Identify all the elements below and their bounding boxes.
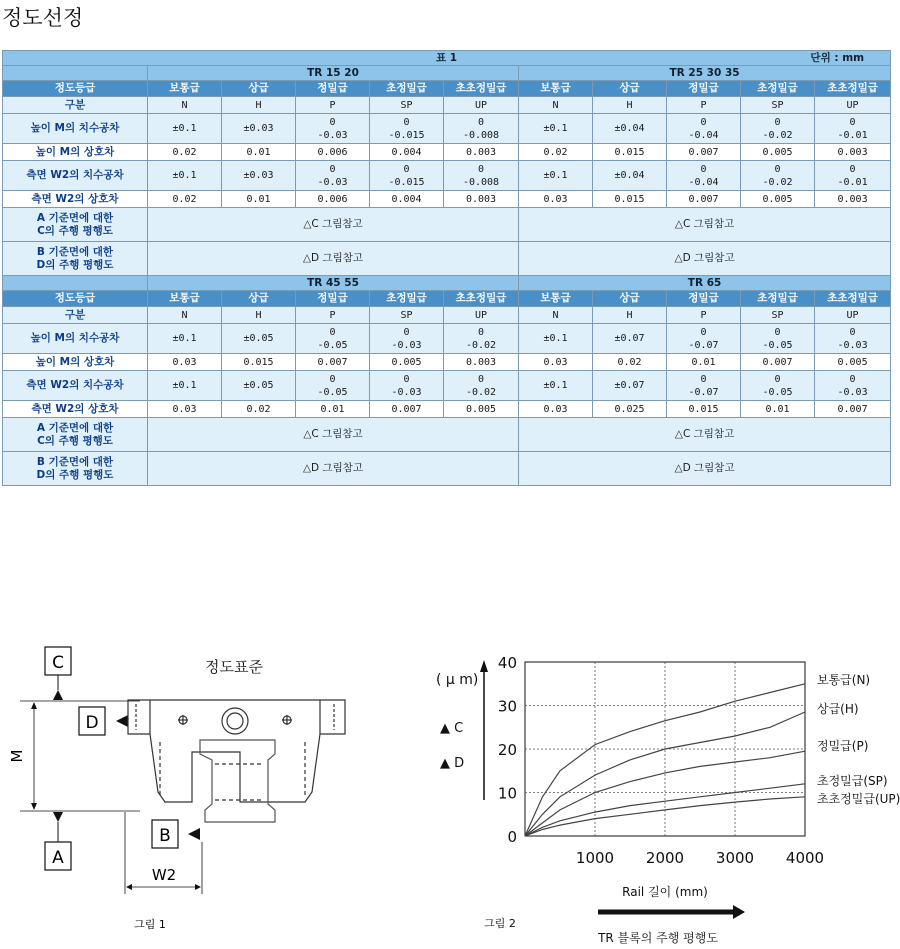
- tolerance-value: ±0.1: [148, 161, 222, 191]
- y-tick-label: 20: [497, 741, 517, 759]
- tolerance-value: 0.005: [815, 354, 891, 371]
- tolerance-value: 0 -0.03: [296, 161, 370, 191]
- tolerance-value: 0.01: [222, 144, 296, 161]
- parallelism-left-value: △C 그림참고: [148, 418, 519, 452]
- figure-2-chart: [400, 640, 900, 949]
- grade-row: [3, 81, 891, 97]
- tolerance-value: ±0.1: [148, 371, 222, 401]
- dim-w2-label: W2: [151, 866, 177, 884]
- tolerance-row-label: 높이 M의 상호차: [3, 144, 148, 161]
- tolerance-value: 0 -0.05: [741, 371, 815, 401]
- tolerance-value: 0.03: [148, 401, 222, 418]
- grade-code: SP: [370, 307, 444, 324]
- tolerance-value: 0.015: [593, 191, 667, 208]
- tolerance-row: [3, 401, 891, 418]
- chart-series-labels: [817, 673, 900, 806]
- y-tick-label: 30: [497, 697, 517, 716]
- tolerance-value: 0 -0.04: [667, 114, 741, 144]
- parallelism-right-value: △D 그림참고: [519, 242, 891, 276]
- tolerance-value: ±0.1: [519, 161, 593, 191]
- class-header-label: 구분: [3, 97, 148, 114]
- parallelism-row: [3, 418, 891, 452]
- tolerance-row: [3, 114, 891, 144]
- x-tick-labels: [576, 849, 824, 867]
- tolerance-value: ±0.1: [519, 324, 593, 354]
- grade-label: 초초정밀급: [815, 291, 891, 307]
- tolerance-value: ±0.05: [222, 371, 296, 401]
- grade-label: 초초정밀급: [444, 291, 519, 307]
- tolerance-value: 0 -0.01: [815, 161, 891, 191]
- series-label: 정밀급(P): [817, 739, 869, 753]
- parallelism-row: [3, 242, 891, 276]
- tolerance-value: 0.03: [519, 401, 593, 418]
- tolerance-value: 0.03: [519, 191, 593, 208]
- y-tick-label: 10: [497, 784, 517, 803]
- tolerance-value: 0.005: [741, 144, 815, 161]
- tolerance-row: [3, 144, 891, 161]
- code-row: [3, 97, 891, 114]
- y-tick-label: 0: [507, 828, 517, 846]
- tolerance-row-label: 측면 W2의 상호차: [3, 401, 148, 418]
- tolerance-value: 0.03: [519, 354, 593, 371]
- x-tick-label: 2000: [645, 849, 685, 867]
- tolerance-value: 0.007: [667, 144, 741, 161]
- tolerance-row-label: 높이 M의 상호차: [3, 354, 148, 371]
- tolerance-value: 0.007: [296, 354, 370, 371]
- tolerance-row: [3, 191, 891, 208]
- grade-code: SP: [370, 97, 444, 114]
- parallelism-left-value: △C 그림참고: [148, 208, 519, 242]
- tolerance-value: ±0.04: [593, 161, 667, 191]
- series-left-label: TR 15 20: [148, 66, 519, 81]
- tolerance-value: 0 -0.015: [370, 161, 444, 191]
- grade-label: 보통급: [519, 81, 593, 97]
- grade-label: 초정밀급: [370, 81, 444, 97]
- x-tick-label: 1000: [575, 849, 615, 867]
- tolerance-value: 0 -0.02: [741, 114, 815, 144]
- y-tick-label: 40: [497, 654, 517, 672]
- tolerance-value: ±0.1: [519, 371, 593, 401]
- tolerance-value: 0.004: [370, 144, 444, 161]
- grade-code: P: [296, 307, 370, 324]
- grade-code: UP: [815, 97, 891, 114]
- label-d: D: [85, 713, 99, 733]
- grade-row: [3, 291, 891, 307]
- grade-label: 정밀급: [296, 291, 370, 307]
- tolerance-value: 0 -0.008: [444, 114, 519, 144]
- table-caption-cell: [3, 51, 891, 66]
- grade-code: UP: [444, 97, 519, 114]
- grade-code: SP: [741, 97, 815, 114]
- tolerance-value: 0.02: [593, 354, 667, 371]
- tolerance-value: 0.01: [296, 401, 370, 418]
- series-label: 상급(H): [817, 702, 859, 716]
- series-label: 보통급(N): [817, 673, 871, 687]
- series-header-spacer: [3, 276, 148, 291]
- tolerance-value: ±0.07: [593, 371, 667, 401]
- table-caption: 표 1: [436, 51, 458, 64]
- triangle-d-icon: [116, 715, 128, 727]
- label-c: C: [52, 653, 64, 673]
- grade-label: 초초정밀급: [815, 81, 891, 97]
- series-header-row: [3, 66, 891, 81]
- tolerance-value: 0 -0.008: [444, 161, 519, 191]
- x-axis-label: Rail 길이 (mm): [622, 885, 708, 899]
- dim-m-label: M: [8, 749, 26, 763]
- series-right-label: TR 65: [519, 276, 891, 291]
- grade-label: 보통급: [148, 291, 222, 307]
- tolerance-row: [3, 371, 891, 401]
- grade-code: H: [222, 97, 296, 114]
- tolerance-value: 0 -0.03: [370, 324, 444, 354]
- tolerance-row-label: 측면 W2의 상호차: [3, 191, 148, 208]
- grade-code: P: [296, 97, 370, 114]
- tolerance-row: [3, 354, 891, 371]
- parallelism-row-label: A 기준면에 대한 C의 주행 평행도: [3, 418, 148, 452]
- tolerance-value: 0.003: [815, 191, 891, 208]
- tolerance-value: 0.007: [667, 191, 741, 208]
- table-caption-row: [3, 51, 891, 66]
- tolerance-value: ±0.04: [593, 114, 667, 144]
- tolerance-value: 0.006: [296, 191, 370, 208]
- accuracy-spec-table: [2, 50, 891, 486]
- page-title: 정도선정: [2, 6, 84, 30]
- parallelism-row-label: B 기준면에 대한 D의 주행 평행도: [3, 452, 148, 486]
- grade-label: 정밀급: [296, 81, 370, 97]
- series-label: 초정밀급(SP): [817, 774, 888, 788]
- tolerance-row-label: 높이 M의 치수공차: [3, 324, 148, 354]
- parallelism-row: [3, 452, 891, 486]
- grade-label: 상급: [593, 81, 667, 97]
- tolerance-row-label: 측면 W2의 치수공차: [3, 371, 148, 401]
- grade-header-label: 정도등급: [3, 291, 148, 307]
- series-left-label: TR 45 55: [148, 276, 519, 291]
- tolerance-value: 0 -0.03: [815, 371, 891, 401]
- grade-label: 보통급: [519, 291, 593, 307]
- class-header-label: 구분: [3, 307, 148, 324]
- figure-2-caption: 그림 2: [484, 917, 516, 930]
- tolerance-value: ±0.07: [593, 324, 667, 354]
- tolerance-row: [3, 161, 891, 191]
- tolerance-value: 0 -0.03: [815, 324, 891, 354]
- grade-label: 정밀급: [667, 81, 741, 97]
- grade-code: N: [519, 97, 593, 114]
- grade-label: 초정밀급: [370, 291, 444, 307]
- tolerance-value: 0 -0.07: [667, 371, 741, 401]
- tolerance-value: 0.015: [593, 144, 667, 161]
- tolerance-value: 0.02: [222, 401, 296, 418]
- parallelism-left-value: △D 그림참고: [148, 452, 519, 486]
- grade-code: UP: [815, 307, 891, 324]
- linear-block-drawing: [128, 700, 345, 822]
- tolerance-value: 0 -0.02: [444, 371, 519, 401]
- tolerance-value: 0.003: [444, 191, 519, 208]
- tolerance-value: 0.025: [593, 401, 667, 418]
- tolerance-value: ±0.1: [148, 324, 222, 354]
- tolerance-value: 0 -0.03: [296, 114, 370, 144]
- parallelism-right-value: △C 그림참고: [519, 208, 891, 242]
- tolerance-value: 0 -0.03: [370, 371, 444, 401]
- label-a: A: [52, 848, 64, 868]
- marker-d-label: ▲ D: [440, 756, 465, 771]
- x-tick-label: 4000: [785, 849, 825, 867]
- y-axis-unit: ( μ m): [436, 672, 479, 688]
- tolerance-value: 0.007: [370, 401, 444, 418]
- tolerance-row-label: 측면 W2의 치수공차: [3, 161, 148, 191]
- grade-code: N: [519, 307, 593, 324]
- parallelism-row-label: A 기준면에 대한 C의 주행 평행도: [3, 208, 148, 242]
- grade-code: H: [593, 97, 667, 114]
- tolerance-value: 0 -0.05: [741, 324, 815, 354]
- tolerance-row: [3, 324, 891, 354]
- series-header-spacer: [3, 66, 148, 81]
- tolerance-value: 0 -0.05: [296, 371, 370, 401]
- grade-label: 보통급: [148, 81, 222, 97]
- tolerance-value: 0.007: [815, 401, 891, 418]
- tolerance-value: 0.01: [222, 191, 296, 208]
- tolerance-value: 0.015: [667, 401, 741, 418]
- y-tick-labels: [498, 654, 517, 846]
- code-row: [3, 307, 891, 324]
- tolerance-value: 0.006: [296, 144, 370, 161]
- parallelism-right-value: △D 그림참고: [519, 452, 891, 486]
- grade-label: 상급: [222, 81, 296, 97]
- tolerance-value: ±0.05: [222, 324, 296, 354]
- grade-code: H: [222, 307, 296, 324]
- grade-label: 초정밀급: [741, 291, 815, 307]
- triangle-c-icon: [53, 690, 63, 700]
- tolerance-value: 0 -0.01: [815, 114, 891, 144]
- grade-label: 초정밀급: [741, 81, 815, 97]
- tolerance-value: ±0.1: [148, 114, 222, 144]
- tolerance-value: ±0.1: [519, 114, 593, 144]
- x-tick-label: 3000: [715, 849, 755, 867]
- tolerance-value: 0.01: [667, 354, 741, 371]
- grade-code: H: [593, 307, 667, 324]
- tolerance-value: 0 -0.02: [741, 161, 815, 191]
- figure-1-diagram: [0, 632, 380, 949]
- tolerance-value: 0.005: [444, 401, 519, 418]
- grade-code: UP: [444, 307, 519, 324]
- parallelism-left-value: △D 그림참고: [148, 242, 519, 276]
- parallelism-row: [3, 208, 891, 242]
- tolerance-value: ±0.03: [222, 114, 296, 144]
- tolerance-value: 0.004: [370, 191, 444, 208]
- tolerance-value: 0.02: [148, 191, 222, 208]
- tolerance-value: 0.003: [815, 144, 891, 161]
- tolerance-value: 0.03: [148, 354, 222, 371]
- label-b: B: [159, 826, 171, 846]
- figure-1-title: 정도표준: [205, 658, 263, 676]
- triangle-b-icon: [188, 828, 200, 840]
- triangle-a-icon: [53, 812, 63, 822]
- tolerance-value: 0.015: [222, 354, 296, 371]
- tolerance-value: 0 -0.02: [444, 324, 519, 354]
- tolerance-value: 0.007: [741, 354, 815, 371]
- tolerance-value: ±0.03: [222, 161, 296, 191]
- tolerance-value: 0.02: [148, 144, 222, 161]
- grade-label: 정밀급: [667, 291, 741, 307]
- series-header-row: [3, 276, 891, 291]
- series-right-label: TR 25 30 35: [519, 66, 891, 81]
- tolerance-value: 0 -0.05: [296, 324, 370, 354]
- grade-code: P: [667, 307, 741, 324]
- tolerance-value: 0 -0.07: [667, 324, 741, 354]
- tolerance-value: 0 -0.015: [370, 114, 444, 144]
- grade-label: 상급: [222, 291, 296, 307]
- parallelism-row-label: B 기준면에 대한 D의 주행 평행도: [3, 242, 148, 276]
- tolerance-value: 0.003: [444, 144, 519, 161]
- marker-c-label: ▲ C: [440, 721, 464, 736]
- grade-code: SP: [741, 307, 815, 324]
- grade-code: N: [148, 307, 222, 324]
- figure-2-subtitle: TR 블록의 주행 평행도: [598, 931, 718, 945]
- tolerance-value: 0.003: [444, 354, 519, 371]
- tolerance-value: 0.02: [519, 144, 593, 161]
- grade-label: 초초정밀급: [444, 81, 519, 97]
- parallelism-right-value: △C 그림참고: [519, 418, 891, 452]
- grade-code: N: [148, 97, 222, 114]
- series-label: 초초정밀급(UP): [817, 792, 900, 806]
- grade-header-label: 정도등급: [3, 81, 148, 97]
- tolerance-value: 0 -0.04: [667, 161, 741, 191]
- tolerance-row-label: 높이 M의 치수공차: [3, 114, 148, 144]
- table-unit: 단위 : mm: [810, 51, 865, 64]
- grade-label: 상급: [593, 291, 667, 307]
- tolerance-value: 0.005: [741, 191, 815, 208]
- tolerance-value: 0.01: [741, 401, 815, 418]
- tolerance-value: 0.005: [370, 354, 444, 371]
- figure-1-caption: 그림 1: [134, 918, 166, 931]
- grade-code: P: [667, 97, 741, 114]
